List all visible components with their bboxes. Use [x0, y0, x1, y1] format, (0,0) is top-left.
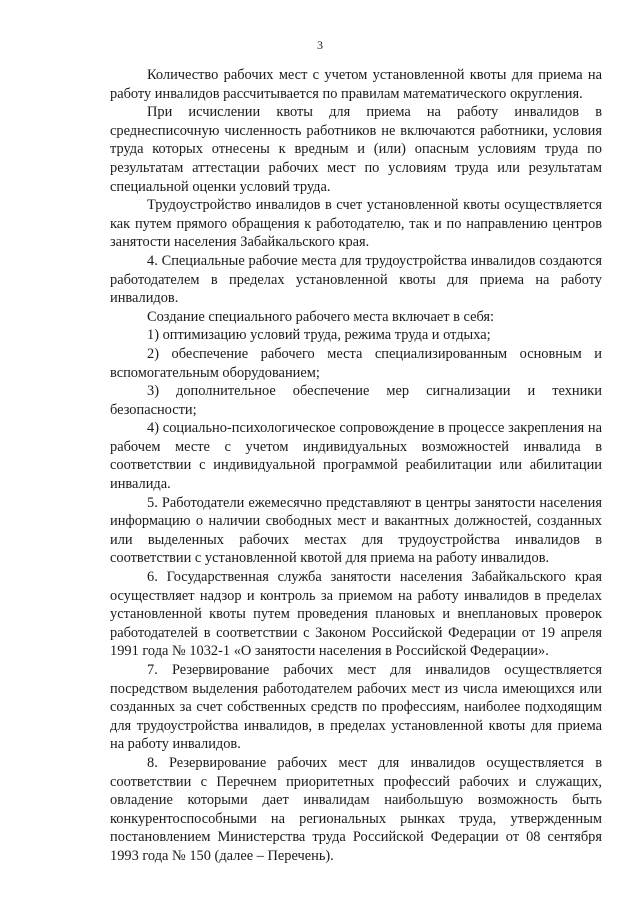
list-item-3: 3) дополнительное обеспечение мер сигнализации и техники безопасности; [110, 383, 602, 418]
list-item-4: 4) социально-психологическое сопровождение в процессе закрепления на рабочем месте с учетом индивидуальных возможностей инвалида в соответствии с индивидуальной программой реабилитации или абилитации инвалида. [110, 420, 602, 493]
list-item-1: 1) оптимизацию условий труда, режима труда и отдыха; [147, 327, 491, 344]
paragraph-item-8: 8. Резервирование рабочих мест для инвалидов осуществляется в соответствии с Перечнем приоритетных профессий рабочих и служащих, овладение которыми дает инвалидам наибольшую возможность быть конкурентоспособными на региональных рынках труда, утвержденным постановлением Министерства труда Российской Федерации от 08 сентября 1993 года № 150 (далее – Перечень). [110, 754, 602, 864]
paragraph-item-4: 4. Специальные рабочие места для трудоустройства инвалидов создаются работодателем в пределах установленной квоты для приема на работу инвалидов. [110, 252, 602, 307]
paragraph-item-5: 5. Работодатели ежемесячно представляют в центры занятости населения информацию о наличии свободных мест и вакантных должностей, созданных или выделенных рабочих местах для трудоустройства инвалидов в соответствии с установленной квотой для приема на работу инвалидов. [110, 494, 602, 567]
paragraph-item-6: 6. Государственная служба занятости населения Забайкальского края осуществляет надзор и контроль за приемом на работу инвалидов в пределах установленной квоты путем проведения плановых и внеплановых проверок работодателей в соответствии с Законом Российской Федерации от 19 апреля 1991 года № 1032-1 «О занятости населения в Российской Федерации». [110, 569, 602, 660]
page-number: 3 [317, 38, 323, 52]
list-item-2: 2) обеспечение рабочего места специализированным основным и вспомогательным оборудованием; [110, 345, 602, 381]
paragraph-rounding-rule: Количество рабочих мест с учетом установленной квоты для приема на работу инвалидов рассчитывается по правилам математического округления. [110, 67, 602, 102]
document-body [110, 66, 602, 866]
paragraph-quota-calculation: При исчислении квоты для приема на работу инвалидов в среднесписочную численность работников не включаются работники, условия труда которых отнесены к вредным и (или) опасным условиям труда по результатам аттестации рабочих мест по условиям труда или результатам специальной оценки условий труда. [110, 104, 602, 195]
paragraph-workplace-creation: Создание специального рабочего места включает в себя: [147, 308, 495, 325]
paragraph-item-7: 7. Резервирование рабочих мест для инвалидов осуществляется посредством выделения работодателем рабочих мест из числа имеющихся или созданных за счет собственных средств по профессиям, наиболее подходящим для трудоустройства инвалидов, в пределах установленной квоты для приема на работу инвалидов. [110, 662, 602, 753]
paragraph-employment-ways: Трудоустройство инвалидов в счет установленной квоты осуществляется как путем прямого обращения к работодателю, так и по направлению центров занятости населения Забайкальского края. [110, 197, 602, 251]
